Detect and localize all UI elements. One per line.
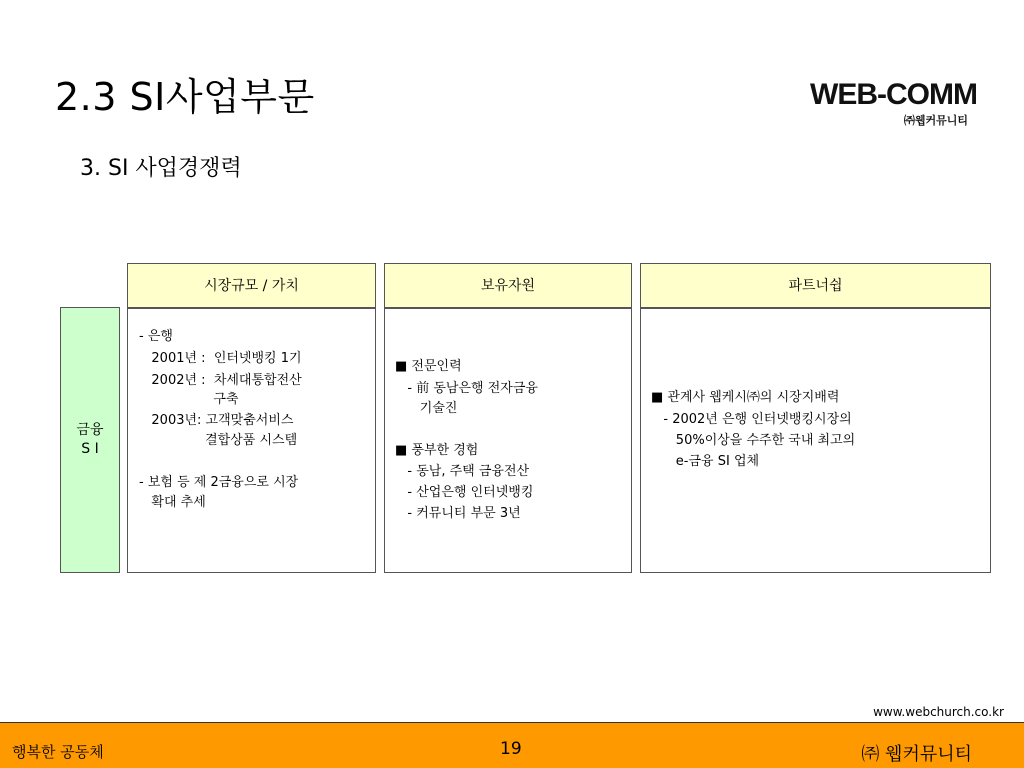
market-line: 결합상품 시스템 [139,433,298,448]
resources-line: - 커뮤니티 부문 3년 [395,506,521,521]
partnership-line: ■ 관계사 웹케시㈜의 시장지배력 [651,390,840,405]
logo-wordmark: WEB-COMM [810,78,977,111]
market-line: 2001년 : 인터넷뱅킹 1기 [139,351,302,366]
page-number: 19 [500,739,522,759]
partnership-line: e-금융 SI 업체 [651,454,760,469]
resources-line: ■ 전문인력 [395,359,462,374]
market-line: - 은행 [139,329,173,344]
market-line: 2003년: 고객맞춤서비스 [139,413,294,428]
header-resources: 보유자원 [384,263,632,309]
row-label-financial-si [60,307,120,573]
partnership-line: 50%이상을 수주한 국내 최고의 [651,433,856,448]
resources-line: 기술진 [395,401,458,416]
resources-line: ■ 풍부한 경험 [395,443,479,458]
row-label-line-2: S I [81,441,99,457]
partnership-line: - 2002년 은행 인터넷뱅킹시장의 [651,412,852,427]
market-line: - 보험 등 제 2금융으로 시장 [139,475,299,490]
slide-title: 2.3 SI사업부문 [55,75,315,119]
footer-slogan: 행복한 공동체 [12,743,104,761]
resources-line: - 산업은행 인터넷뱅킹 [395,485,534,500]
cell-partnership [640,307,991,573]
slide-subtitle: 3. SI 사업경쟁력 [80,156,242,181]
market-line: 구축 [139,392,239,407]
market-line: 확대 추세 [139,495,206,510]
footer-company: ㈜ 웹커뮤니티 [861,744,972,765]
row-label-line-1: 금융 [76,422,104,438]
cell-resources [384,307,632,573]
market-line: 2002년 : 차세대통합전산 [139,373,302,388]
header-partnership: 파트너쉽 [640,263,991,309]
company-logo [810,78,977,128]
logo-company-name: ㈜웹커뮤니티 [903,114,968,127]
resources-line: - 前 동남은행 전자금융 [395,381,538,396]
cell-market-value [127,307,376,573]
header-market-value: 시장규모 / 가치 [127,263,376,309]
website-url: www.webchurch.co.kr [873,705,1004,719]
resources-line: - 동남, 주택 금융전산 [395,464,530,479]
